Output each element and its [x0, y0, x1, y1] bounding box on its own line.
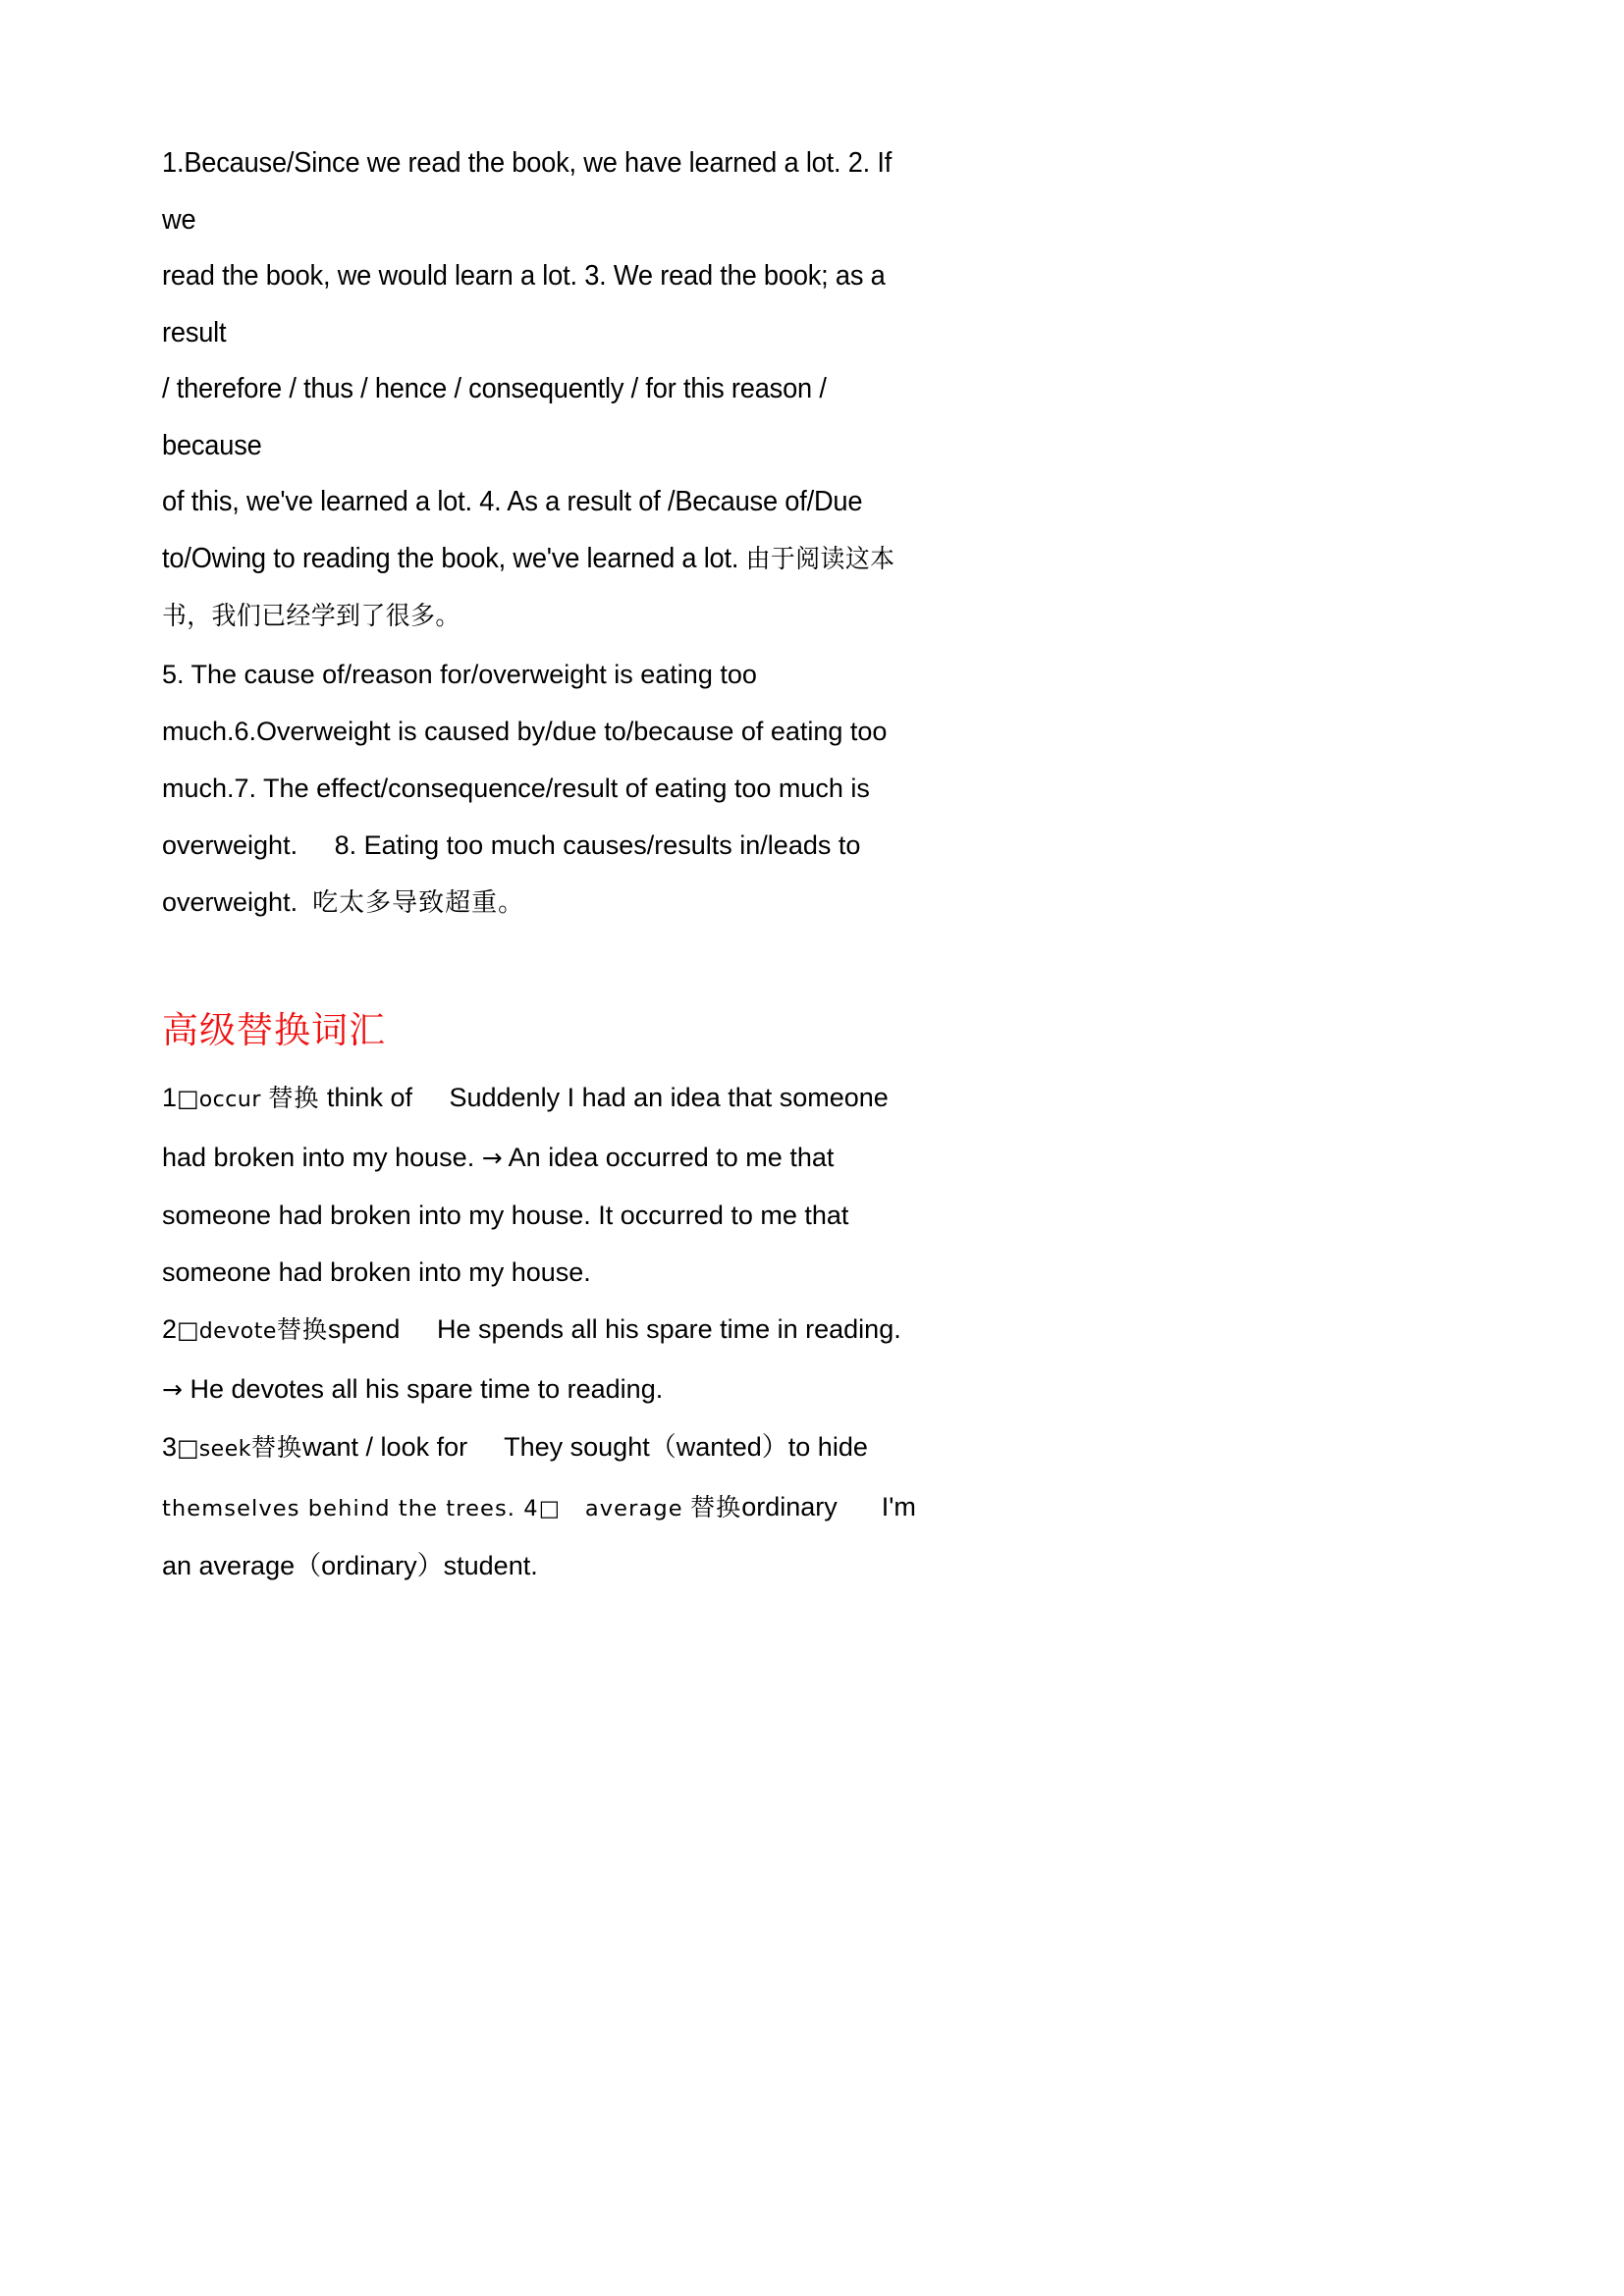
vocab-example-after: An idea occurred to me that: [502, 1142, 835, 1172]
vocab-example-line4: someone had broken into my house.: [162, 1256, 591, 1287]
document-content: [162, 135, 947, 1594]
sentence-line-7: much.6.Overweight is caused by/due to/because of eating too: [162, 716, 888, 746]
vocab-number: 1: [162, 1082, 178, 1112]
section-heading-advanced-vocabulary: 高级替换词汇: [162, 1008, 386, 1051]
chinese-translation-tail: 书，我们已经学到了很多。: [162, 602, 460, 631]
vocab-item-occur: [162, 1069, 947, 1301]
vocab-word: occur: [198, 1087, 261, 1112]
vocab-example-start: He spends all his spare time in reading.: [436, 1313, 901, 1344]
vocab-target: think of: [326, 1082, 412, 1112]
arrow-right-icon: →: [162, 1374, 183, 1404]
replace-label: 替换: [276, 1314, 328, 1344]
vocab-word: average: [584, 1495, 683, 1522]
checkbox-icon: □: [177, 1315, 199, 1344]
vocab-target: ordinary: [741, 1491, 838, 1522]
vocab-target: spend: [327, 1313, 401, 1344]
arrow-right-icon: →: [481, 1143, 503, 1172]
vocab-example-line-final: an average（ordinary）student.: [162, 1550, 538, 1580]
vocab-number: 2: [162, 1313, 178, 1344]
vocab-example-small: themselves behind the trees. 4: [162, 1495, 539, 1522]
sentence-line-6: 5. The cause of/reason for/overweight is eating too: [162, 659, 757, 689]
vocab-item-devote: [162, 1301, 947, 1418]
vocab-example-tail: I'm: [881, 1491, 916, 1522]
paragraph-cause-effect-a: [162, 135, 912, 646]
sentence-line-8: much.7. The effect/consequence/result of eating too much is: [162, 773, 870, 803]
vocab-example-after: He devotes all his spare time to reading.: [182, 1373, 664, 1404]
replace-label: 替换: [251, 1432, 303, 1462]
vocab-example-line3b: It occurred to me that: [598, 1200, 849, 1230]
checkbox-icon: □: [177, 1084, 199, 1112]
chinese-translation-overweight: 吃太多导致超重。: [312, 887, 525, 918]
vocab-example-start: They sought（wanted）to hide: [504, 1431, 868, 1462]
chinese-translation-inline: 由于阅读这本: [745, 544, 895, 574]
vocab-example-line3a: someone had broken into my house.: [162, 1200, 599, 1230]
sentence-line-9: overweight. 8. Eating too much causes/results in/leads to: [162, 829, 861, 860]
vocab-item-seek: [162, 1418, 947, 1594]
replace-label: 替换: [268, 1083, 320, 1112]
paragraph-cause-effect-b: [162, 646, 947, 932]
sentence-line-4: of this, we've learned a lot. 4. As a result of /Because of/Due: [162, 486, 863, 517]
vocab-target: want / look for: [302, 1431, 468, 1462]
vocab-word: devote: [198, 1318, 277, 1344]
section-spacer: [162, 932, 947, 1008]
checkbox-icon: □: [538, 1495, 562, 1522]
sentence-line-3: / therefore / thus / hence / consequently / for this reason / because: [162, 373, 827, 461]
replace-label: 替换: [690, 1492, 742, 1522]
checkbox-icon: □: [177, 1433, 199, 1462]
sentence-line-5: to/Owing to reading the book, we've learned a lot.: [162, 542, 746, 574]
sentence-line-1: 1.Because/Since we read the book, we have learned a lot. 2. If we: [162, 147, 893, 236]
vocab-example-start: Suddenly I had an idea that someone: [449, 1082, 889, 1112]
sentence-line-2: read the book, we would learn a lot. 3. We read the book; as a result: [162, 260, 886, 348]
sentence-line-10: overweight.: [162, 886, 313, 917]
vocab-number: 3: [162, 1431, 178, 1462]
vocab-word: seek: [198, 1436, 251, 1462]
heading-spacer: [162, 1053, 947, 1069]
vocab-example-cont: had broken into my house.: [162, 1142, 482, 1172]
